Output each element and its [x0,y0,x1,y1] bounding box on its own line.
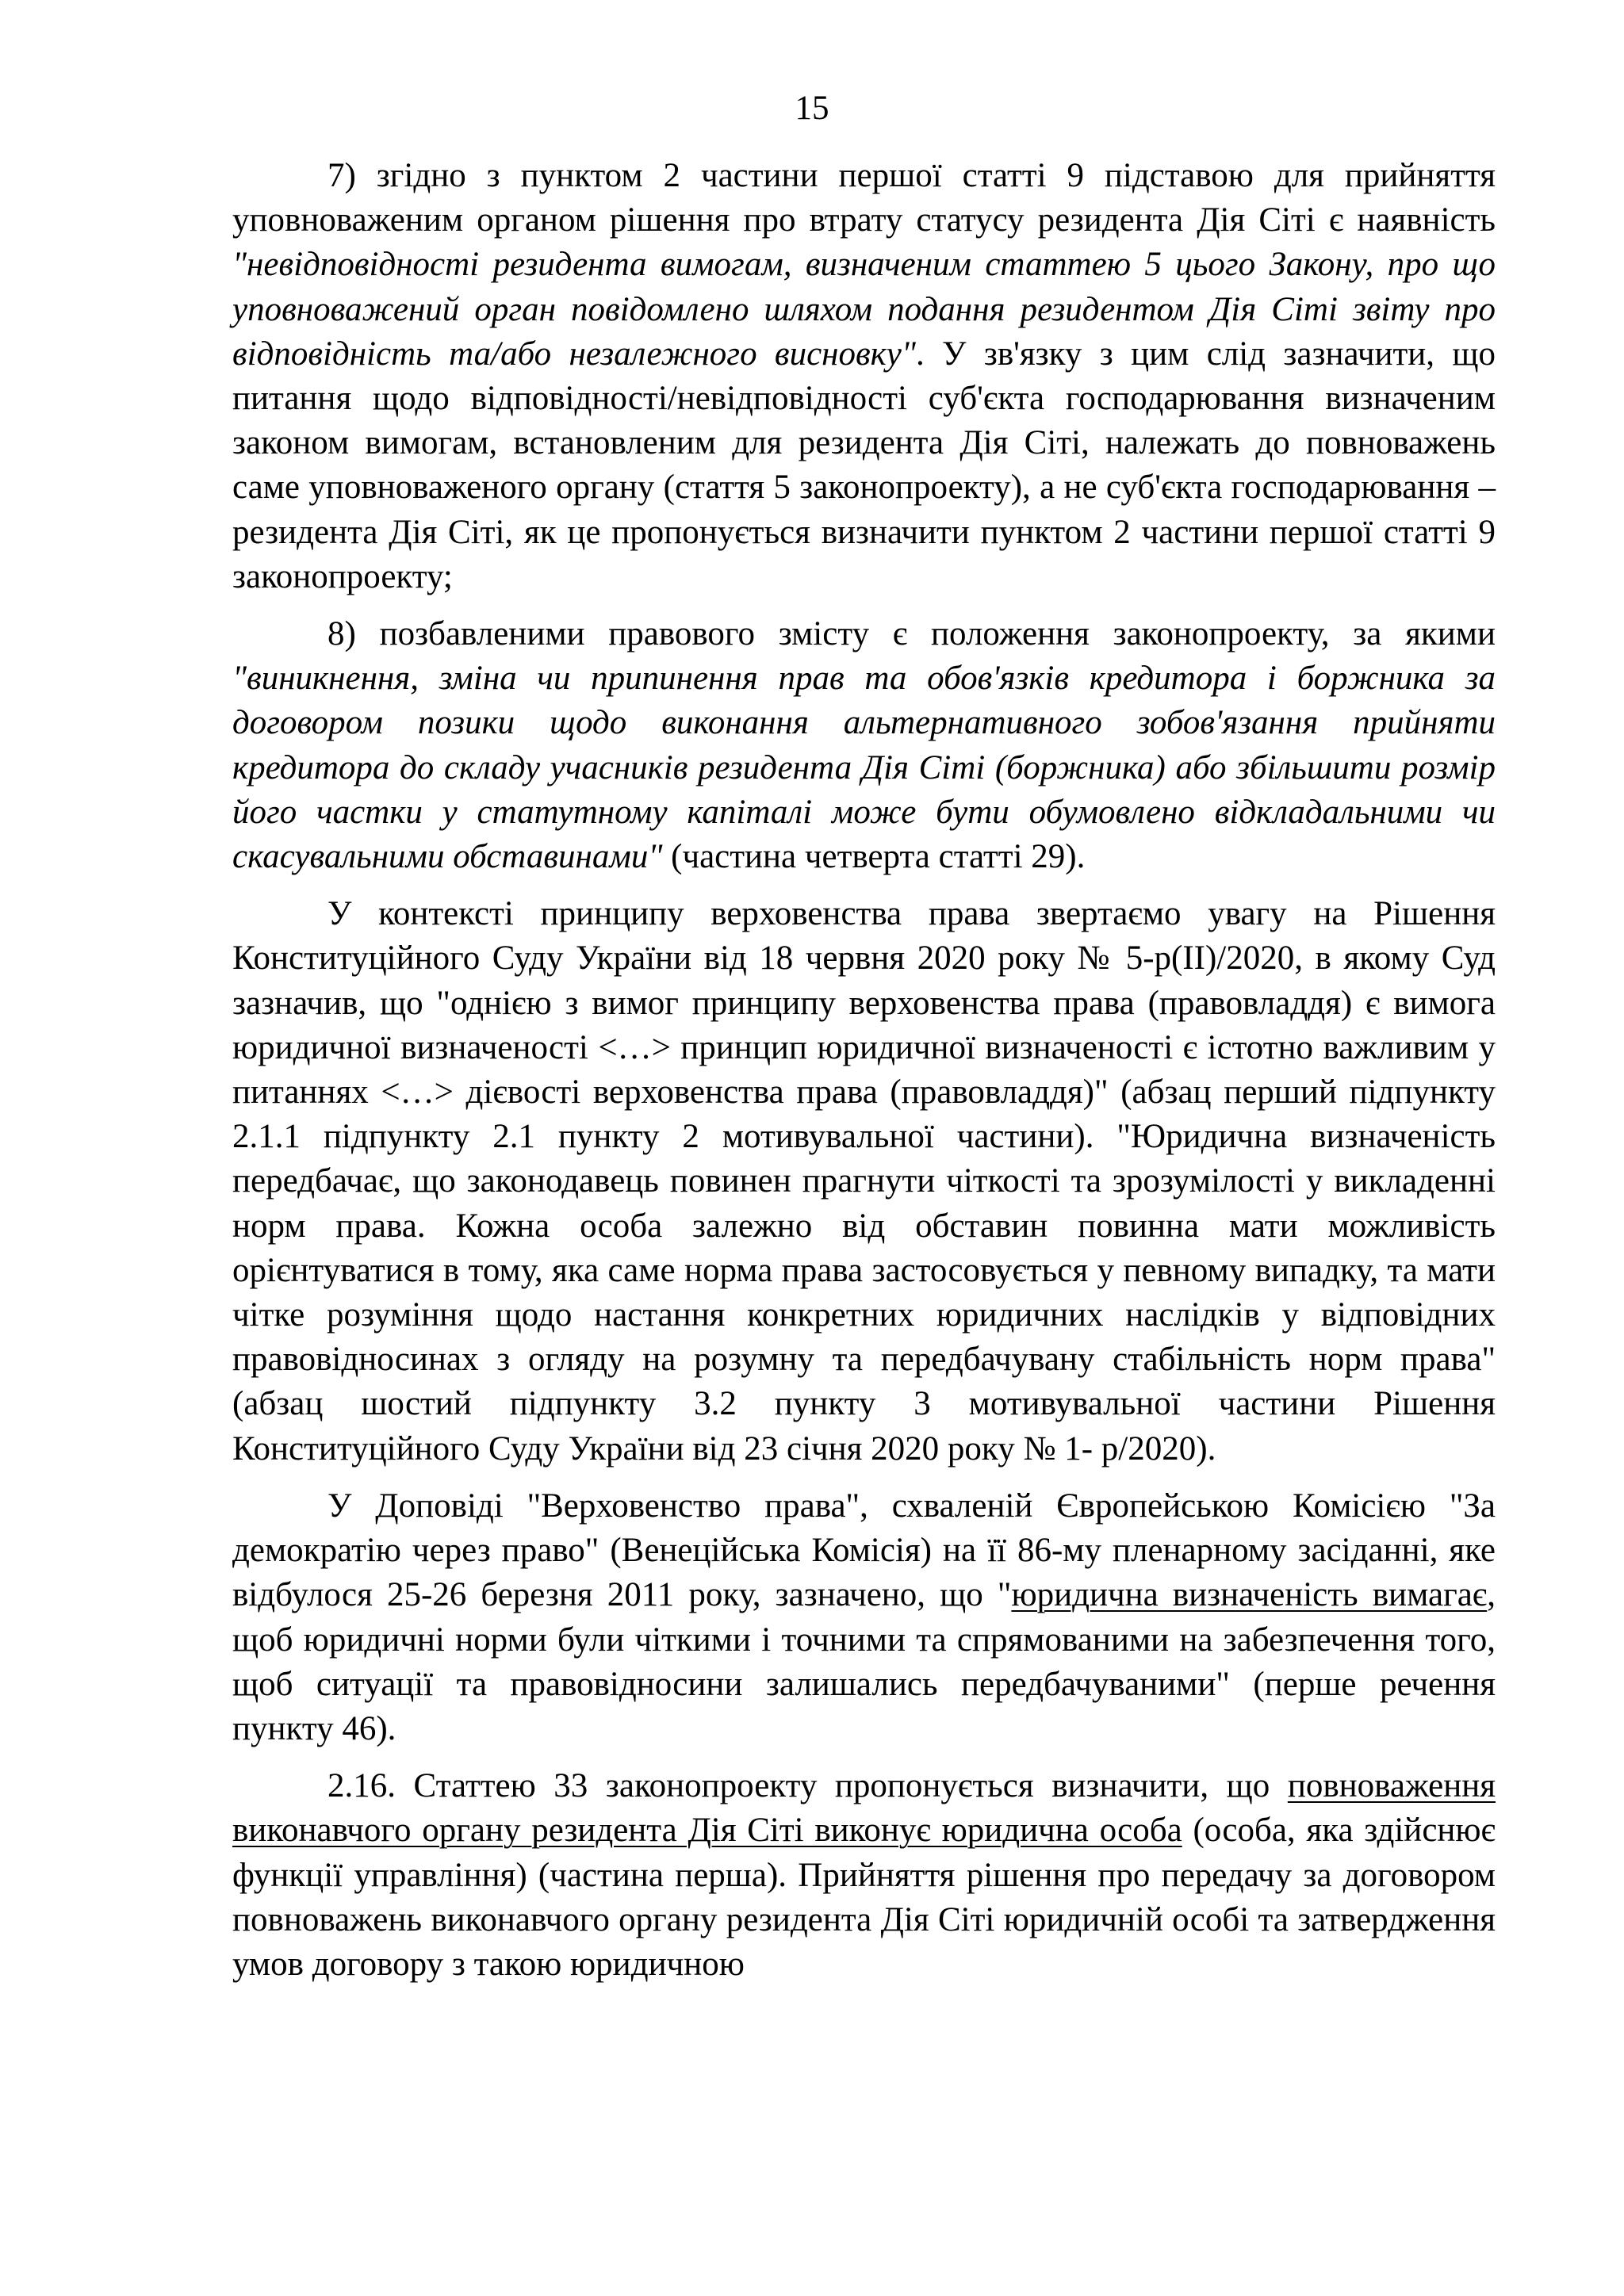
page-number: 15 [795,90,829,127]
paragraph-rule-of-law: У контексті принципу верховенства права звертаємо увагу на Рішення Конституційного Суду України від 18 червня 2020 року № 5-р(ІІ)/2020, в якому Суд зазначив, що "однією з вимог принципу верховенства права (правовладдя) є вимога юридичної визначеності <…> принцип юридичної визначеності є істотно важливим у питаннях <…> дієвості верховенства права (правовладдя)" (абзац перший підпункту 2.1.1 підпункту 2.1 пункту 2 мотивувальної частини). "Юридична визначеність передбачає, що законодавець повинен прагнути чіткості та зрозумілості у викладенні норм права. Кожна особа залежно від обставин повинна мати можливість орієнтуватися в тому, яка саме норма права застосовується у певному випадку, та мати чітке розуміння щодо настання конкретних юридичних наслідків у відповідних правовідносинах з огляду на розумну та передбачувану стабільність норм права" (абзац шостий підпункту 3.2 пункту 3 мотивувальної частини Рішення Конституційного Суду України від 23 січня 2020 року № 1- р/2020). [232,895,1496,1468]
paragraph-text: (особа, яка здійснює функції управління) (частина перша). Прийняття рішення про передачу за договором повноважень виконавчого органу резидента Дія Сіті юридичній особі та затвердження умов договору з такою юридичною [232,1812,1496,1983]
italic-quote: "виникнення, зміна чи припинення прав та обов'язків кредитора і боржника за договором позики щодо виконання альтернативного зобов'язання прийняти кредитора до складу учасників резидента Дія Сіті (боржника) або збільшити розмір його частки у статутному капіталі може бути обумовлено відкладальними чи скасувальними обставинами" [232,660,1496,876]
paragraph-item-8 [232,612,1496,879]
paragraph-text: 8) позбавленими правового змісту є положення законопроекту, за якими [327,615,1496,653]
document-body [232,154,1496,1999]
paragraph-2-16 [232,1764,1496,1987]
paragraph-venice-commission [232,1484,1496,1751]
paragraph-text: . У зв'язку з цим слід зазначити, що питання щодо відповідності/невідповідності суб'єкта господарювання визначеним законом вимогам, встановленим для резидента Дія Сіті, належать до повноважень саме уповноваженого органу (стаття 5 законопроекту), а не суб'єкта господарювання – резидента Дія Сіті, як це пропонується визначити пунктом 2 частини першої статті 9 законопроекту; [232,335,1496,595]
underlined-phrase: повноваження виконавчого органу резидента Дія Сіті виконує юридична особа [232,1767,1496,1850]
paragraph-text: 7) згідно з пунктом 2 частини першої статті 9 підставою для прийняття уповноваженим органом рішення про втрату статусу резидента Дія Сіті є наявність [232,157,1496,239]
paragraph-text: (частина четверта статті 29). [662,838,1086,876]
paragraph-text: , щоб юридичні норми були чіткими і точними та спрямованими на забезпечення того, щоб ситуації та правовідносини залишались передбачуваними" (перше речення пункту 46). [232,1576,1496,1747]
paragraph-text: У Доповіді "Верховенство права", схваленій Європейською Комісією "За демократію через право" (Венеційська Комісія) на її 86-му пленарному засіданні, яке відбулося 25-26 березня 2011 року, зазначено, що " [232,1487,1496,1614]
italic-quote: "невідповідності резидента вимогам, визначеним статтею 5 цього Закону, про що уповноважений орган повідомлено шляхом подання резидентом Дія Сіті звіту про відповідність та/або незалежного висновку" [232,246,1496,373]
paragraph-text: 2.16. Статтею 33 законопроекту пропонується визначити, що [327,1767,1288,1805]
underlined-phrase: юридична визначеність вимагає [1011,1576,1488,1614]
paragraph-item-7 [232,154,1496,599]
